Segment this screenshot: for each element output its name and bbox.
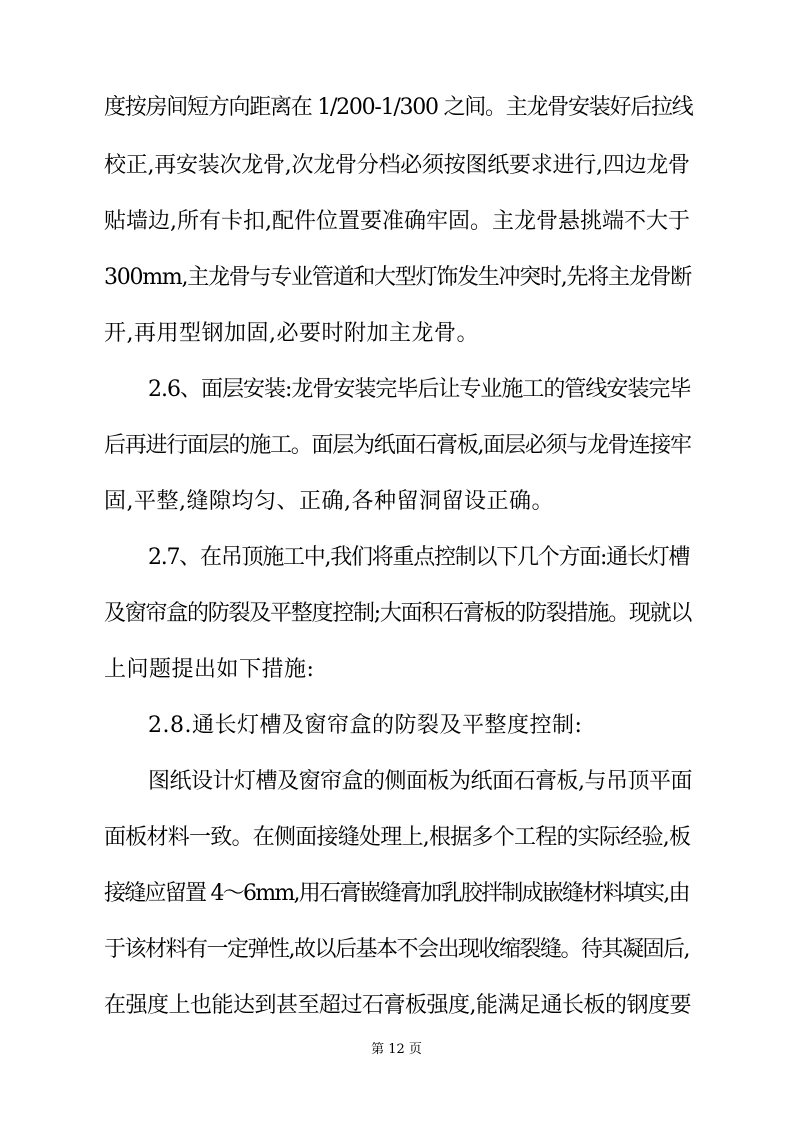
text-line-10-content: 及窗帘盒的防裂及平整度控制;大面积石膏板的防裂措施。现就以 xyxy=(104,601,692,626)
text-line-15 xyxy=(0,874,793,914)
text-line-13-content: 图纸设计灯槽及窗帘盒的侧面板为纸面石膏板,与吊顶平面 xyxy=(148,769,692,794)
text-line-13 xyxy=(0,762,793,802)
text-line-3-content: 贴墙边,所有卡扣,配件位置要准确牢固。主龙骨悬挑端不大于 xyxy=(104,209,690,234)
text-line-5-content: 开,再用型钢加固,必要时附加主龙骨。 xyxy=(104,321,479,346)
text-line-14-content: 面板材料一致。在侧面接缝处理上,根据多个工程的实际经验,板 xyxy=(104,825,691,850)
text-line-4 xyxy=(0,258,793,298)
text-line-7-content: 后再进行面层的施工。面层为纸面石膏板,面层必须与龙骨连接牢 xyxy=(104,433,691,458)
text-line-14 xyxy=(0,818,793,858)
text-line-11 xyxy=(0,650,793,690)
text-line-11-content: 上问题提出如下措施: xyxy=(104,657,315,682)
text-line-3 xyxy=(0,202,793,242)
text-line-6-content: 2.6、面层安装:龙骨安装完毕后让专业施工的管线安装完毕 xyxy=(148,377,691,402)
text-line-6 xyxy=(0,370,793,410)
text-line-12-content: 2.8.通长灯槽及窗帘盒的防裂及平整度控制: xyxy=(148,713,583,738)
text-line-17 xyxy=(0,986,793,1026)
text-line-16-content: 于该材料有一定弹性,故以后基本不会出现收缩裂缝。待其凝固后, xyxy=(104,937,689,962)
text-line-8 xyxy=(0,482,793,522)
text-line-1 xyxy=(0,88,793,128)
text-line-17-content: 在强度上也能达到甚至超过石膏板强度,能满足通长板的钢度要 xyxy=(104,993,691,1018)
text-line-2-content: 校正,再安装次龙骨,次龙骨分档必须按图纸要求进行,四边龙骨 xyxy=(104,153,690,178)
text-line-7 xyxy=(0,426,793,466)
text-line-12 xyxy=(0,706,793,746)
page-number: 第 12 页 xyxy=(371,1042,422,1057)
text-line-8-content: 固,平整,缝隙均匀、正确,各种留洞留设正确。 xyxy=(104,489,554,514)
text-line-2 xyxy=(0,146,793,186)
text-line-5 xyxy=(0,314,793,354)
text-line-9-content: 2.7、在吊顶施工中,我们将重点控制以下几个方面:通长灯槽 xyxy=(148,545,690,570)
text-line-9 xyxy=(0,538,793,578)
text-line-15-content: 接缝应留置 4～6mm,用石膏嵌缝膏加乳胶拌制成嵌缝材料填实,由 xyxy=(104,881,689,906)
text-line-1-content: 度按房间短方向距离在 1/200-1/300 之间。主龙骨安装好后拉线 xyxy=(104,95,693,120)
text-line-10 xyxy=(0,594,793,634)
text-line-4-content: 300mm,主龙骨与专业管道和大型灯饰发生冲突时,先将主龙骨断 xyxy=(104,265,691,290)
text-line-16 xyxy=(0,930,793,970)
